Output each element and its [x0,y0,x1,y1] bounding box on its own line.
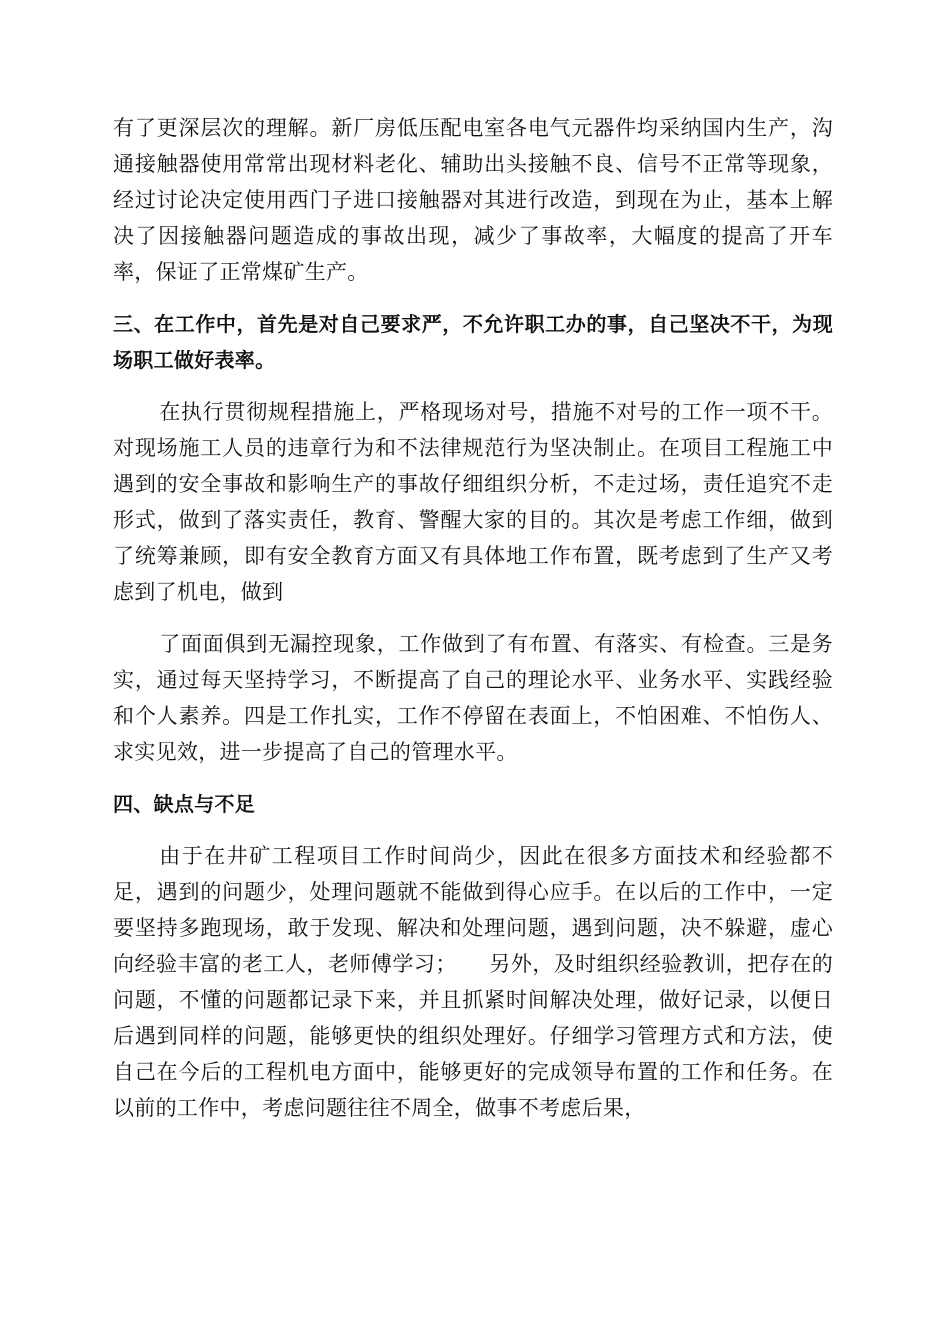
paragraph-3a: 在执行贯彻规程措施上，严格现场对号，措施不对号的工作一项不干。对现场施工人员的违章行为和不法律规范行为坚决制止。在项目工程施工中遇到的安全事故和影响生产的事故仔细组织分析，不走过场，责任追究不走形式，做到了落实责任，教育、警醒大家的目的。其次是考虑工作细，做到了统筹兼顾，即有安全教育方面又有具体地工作布置，既考虑到了生产又考虑到了机电，做到 [113,400,833,604]
paragraph-continued: 有了更深层次的理解。新厂房低压配电室各电气元器件均采纳国内生产，沟通接触器使用常常出现材料老化、辅助出头接触不良、信号不正常等现象，经过讨论决定使用西门子进口接触器对其进行改造，到现在为止，基本上解决了因接触器问题造成的事故出现，减少了事故率，大幅度的提高了开车率，保证了正常煤矿生产。 [113,116,833,284]
spacer [113,610,833,626]
section-heading-4: 四、缺点与不足 [113,792,256,816]
document-page [113,110,833,1126]
spacer [113,770,833,786]
spacer [113,378,833,394]
section-heading-3: 三、在工作中，首先是对自己要求严，不允许职工办的事，自己坚决不干，为现场职工做好表率。 [113,312,833,372]
spacer [113,290,833,306]
paragraph-4: 由于在井矿工程项目工作时间尚少，因此在很多方面技术和经验都不足，遇到的问题少，处理问题就不能做到得心应手。在以后的工作中，一定要坚持多跑现场，敢于发现、解决和处理问题，遇到问题，决不躲避，虚心向经验丰富的老工人，老师傅学习； 另外，及时组织经验教训，把存在的问题，不懂的问题都记录下来，并且抓紧时间解决处理，做好记录，以便日后遇到同样的问题，能够更快的组织处理好。仔细学习管理方式和方法，使自己在今后的工程机电方面中，能够更好的完成领导布置的工作和任务。在以前的工作中，考虑问题往往不周全，做事不考虑后果， [113,844,833,1120]
spacer [113,822,833,838]
paragraph-3b: 了面面俱到无漏控现象，工作做到了有布置、有落实、有检查。三是务实，通过每天坚持学习，不断提高了自己的理论水平、业务水平、实践经验和个人素养。四是工作扎实，工作不停留在表面上，不怕困难、不怕伤人、求实见效，进一步提高了自己的管理水平。 [113,632,833,764]
